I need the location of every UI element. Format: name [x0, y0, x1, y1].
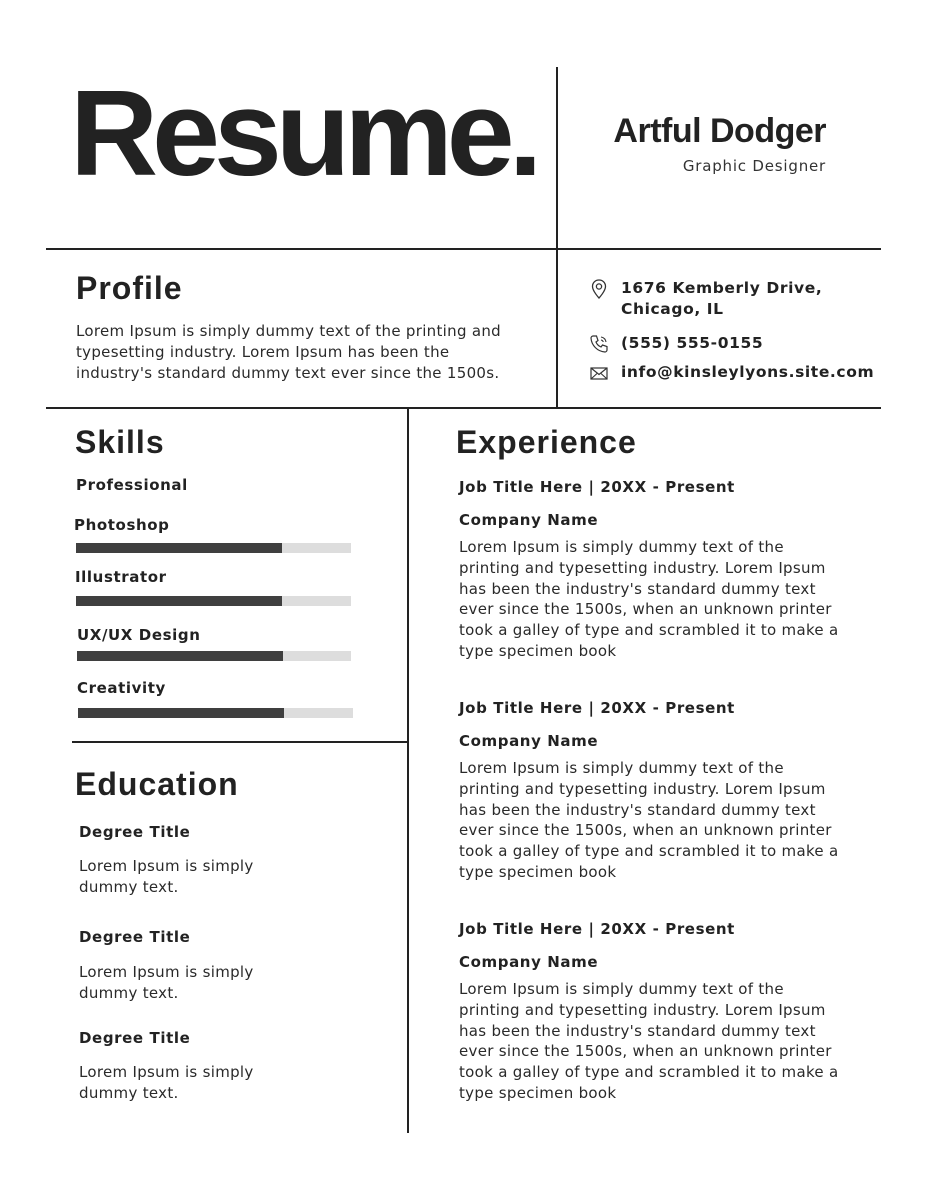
job-title: Job Title Here | 20XX - Present — [459, 699, 735, 717]
contact-address — [588, 278, 822, 320]
degree-title: Degree Title — [79, 1029, 191, 1047]
main-vertical-divider — [407, 408, 409, 1133]
skill-bar-fill — [78, 708, 284, 718]
skill-bar-fill — [76, 543, 282, 553]
job-description: Lorem Ipsum is simply dummy text of the printing and typesetting industry. Lorem Ipsum has been the industry's standard dummy text ever since the 1500s, when an unknown printer took a galley of type and scrambled it to make a type specimen book — [459, 980, 839, 1102]
location-pin-icon — [588, 278, 610, 300]
header-vertical-divider — [556, 67, 558, 408]
education-heading: Education — [75, 766, 239, 802]
degree-text: Lorem Ipsum is simply dummy text. — [79, 857, 254, 896]
job-title: Job Title Here | 20XX - Present — [459, 478, 735, 496]
profile-text: Lorem Ipsum is simply dummy text of the printing and typesetting industry. Lorem Ipsum has been the industry's standard dummy text ever since the 1500s. — [76, 322, 501, 382]
degree-text: Lorem Ipsum is simply dummy text. — [79, 1063, 254, 1102]
phone-number[interactable]: (555) 555-0155 — [621, 334, 764, 352]
skills-subheading: Professional — [76, 476, 188, 494]
profile-horizontal-divider — [46, 407, 881, 409]
skill-bar-fill — [76, 596, 282, 606]
contact-phone — [588, 333, 763, 355]
skill-label: Photoshop — [74, 516, 170, 534]
skill-bar-track — [77, 651, 351, 661]
skill-bar-track — [76, 543, 351, 553]
company-name: Company Name — [459, 953, 599, 971]
candidate-role: Graphic Designer — [682, 157, 826, 175]
resume-title: Resume. — [70, 65, 537, 201]
skill-bar-track — [78, 708, 353, 718]
skill-label: UX/UX Design — [77, 626, 201, 644]
degree-text: Lorem Ipsum is simply dummy text. — [79, 963, 254, 1002]
address-line-2: Chicago, IL — [621, 300, 724, 318]
company-name: Company Name — [459, 732, 599, 750]
address-line-1: 1676 Kemberly Drive, — [621, 279, 823, 297]
skill-bar-track — [76, 596, 351, 606]
job-description: Lorem Ipsum is simply dummy text of the printing and typesetting industry. Lorem Ipsum has been the industry's standard dummy text ever since the 1500s, when an unknown printer took a galley of type and scrambled it to make a type specimen book — [459, 538, 839, 660]
experience-heading: Experience — [456, 424, 637, 460]
skill-label: Creativity — [77, 679, 166, 697]
job-description: Lorem Ipsum is simply dummy text of the printing and typesetting industry. Lorem Ipsum has been the industry's standard dummy text ever since the 1500s, when an unknown printer took a galley of type and scrambled it to make a type specimen book — [459, 759, 839, 881]
phone-icon — [588, 333, 610, 355]
skills-education-divider — [72, 741, 408, 743]
email-address[interactable]: info@kinsleylyons.site.com — [621, 363, 875, 381]
company-name: Company Name — [459, 511, 599, 529]
skills-heading: Skills — [75, 424, 165, 460]
candidate-name: Artful Dodger — [613, 112, 826, 150]
header-horizontal-divider — [46, 248, 881, 250]
degree-title: Degree Title — [79, 928, 191, 946]
skill-bar-fill — [77, 651, 283, 661]
profile-heading: Profile — [76, 270, 183, 306]
contact-email — [588, 362, 874, 384]
skill-label: Illustrator — [75, 568, 167, 586]
job-title: Job Title Here | 20XX - Present — [459, 920, 735, 938]
degree-title: Degree Title — [79, 823, 191, 841]
envelope-icon — [588, 362, 610, 384]
